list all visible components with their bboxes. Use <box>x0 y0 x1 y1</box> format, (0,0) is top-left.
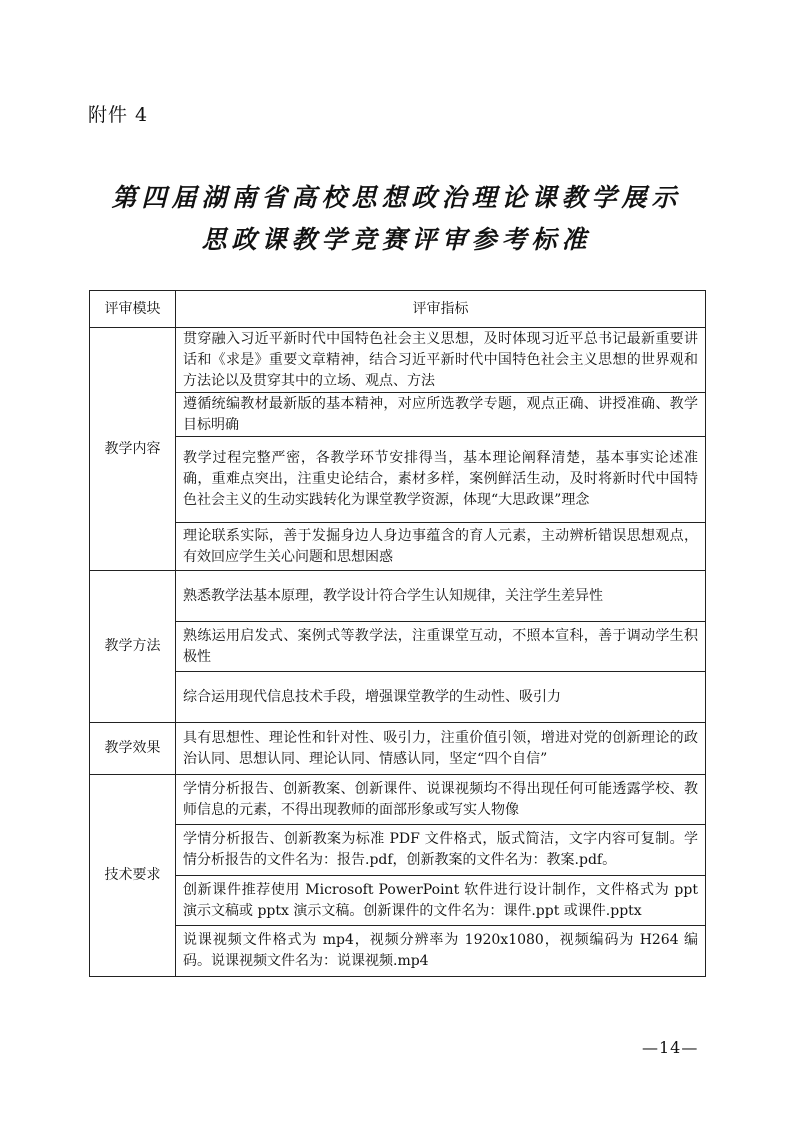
module-teaching-content: 教学内容 <box>90 328 176 571</box>
module-technical-requirements: 技术要求 <box>90 775 176 977</box>
indicator-cell: 说课视频文件格式为 mp4，视频分辨率为 1920x1080，视频编码为 H264 编码。说课视频文件名为：说课视频.mp4 <box>176 926 706 977</box>
header-indicator: 评审指标 <box>176 291 706 328</box>
table-row <box>90 571 706 622</box>
indicator-cell: 学情分析报告、创新教案、创新课件、说课视频均不得出现任何可能透露学校、教师信息的元素，不得出现教师的面部形象或写实人物像 <box>176 775 706 825</box>
attachment-label: 附件 4 <box>88 104 149 126</box>
indicator-cell: 综合运用现代信息技术手段，增强课堂教学的生动性、吸引力 <box>176 672 706 723</box>
indicator-cell: 遵循统编教材最新版的基本精神，对应所选教学专题，观点正确、讲授准确、教学目标明确 <box>176 393 706 437</box>
indicator-cell: 学情分析报告、创新教案为标准 PDF 文件格式，版式简洁，文字内容可复制。学情分析报告的文件名为：报告.pdf，创新教案的文件名为：教案.pdf。 <box>176 825 706 876</box>
table-row <box>90 825 706 876</box>
table-header-row <box>90 291 706 328</box>
table-row <box>90 523 706 571</box>
page-number: —14— <box>642 1038 699 1057</box>
indicator-cell: 贯穿融入习近平新时代中国特色社会主义思想，及时体现习近平总书记最新重要讲话和《求是》重要文章精神，结合习近平新时代中国特色社会主义思想的世界观和方法论以及贯穿其中的立场、观点、方法 <box>176 328 706 393</box>
module-teaching-effect: 教学效果 <box>90 723 176 775</box>
indicator-cell: 创新课件推荐使用 Microsoft PowerPoint 软件进行设计制作，文件格式为 ppt 演示文稿或 pptx 演示文稿。创新课件的文件名为：课件.ppt 或课件.pptx <box>176 876 706 926</box>
review-criteria-table <box>89 290 706 977</box>
indicator-cell: 熟悉教学法基本原理，教学设计符合学生认知规律，关注学生差异性 <box>176 571 706 622</box>
table-row <box>90 926 706 977</box>
table-row <box>90 328 706 393</box>
table-row <box>90 437 706 523</box>
document-title-line2: 思政课教学竞赛评审参考标准 <box>201 225 592 254</box>
table-row <box>90 876 706 926</box>
table-row <box>90 622 706 672</box>
indicator-cell: 熟练运用启发式、案例式等教学法，注重课堂互动，不照本宣科，善于调动学生积极性 <box>176 622 706 672</box>
module-teaching-method: 教学方法 <box>90 571 176 723</box>
indicator-cell: 具有思想性、理论性和针对性、吸引力，注重价值引领，增进对党的创新理论的政治认同、思想认同、理论认同、情感认同，坚定“四个自信” <box>176 723 706 775</box>
table-row <box>90 775 706 825</box>
indicator-cell: 教学过程完整严密，各教学环节安排得当，基本理论阐释清楚，基本事实论述准确，重难点突出，注重史论结合，素材多样，案例鲜活生动，及时将新时代中国特色社会主义的生动实践转化为课堂教学资源，体现“大思政课”理念 <box>176 437 706 523</box>
table-row <box>90 723 706 775</box>
table-row <box>90 393 706 437</box>
header-module: 评审模块 <box>90 291 176 328</box>
indicator-cell: 理论联系实际，善于发掘身边人身边事蕴含的育人元素，主动辨析错误思想观点，有效回应学生关心问题和思想困惑 <box>176 523 706 571</box>
document-title-line1: 第四届湖南省高校思想政治理论课教学展示 <box>111 183 682 212</box>
table-row <box>90 672 706 723</box>
